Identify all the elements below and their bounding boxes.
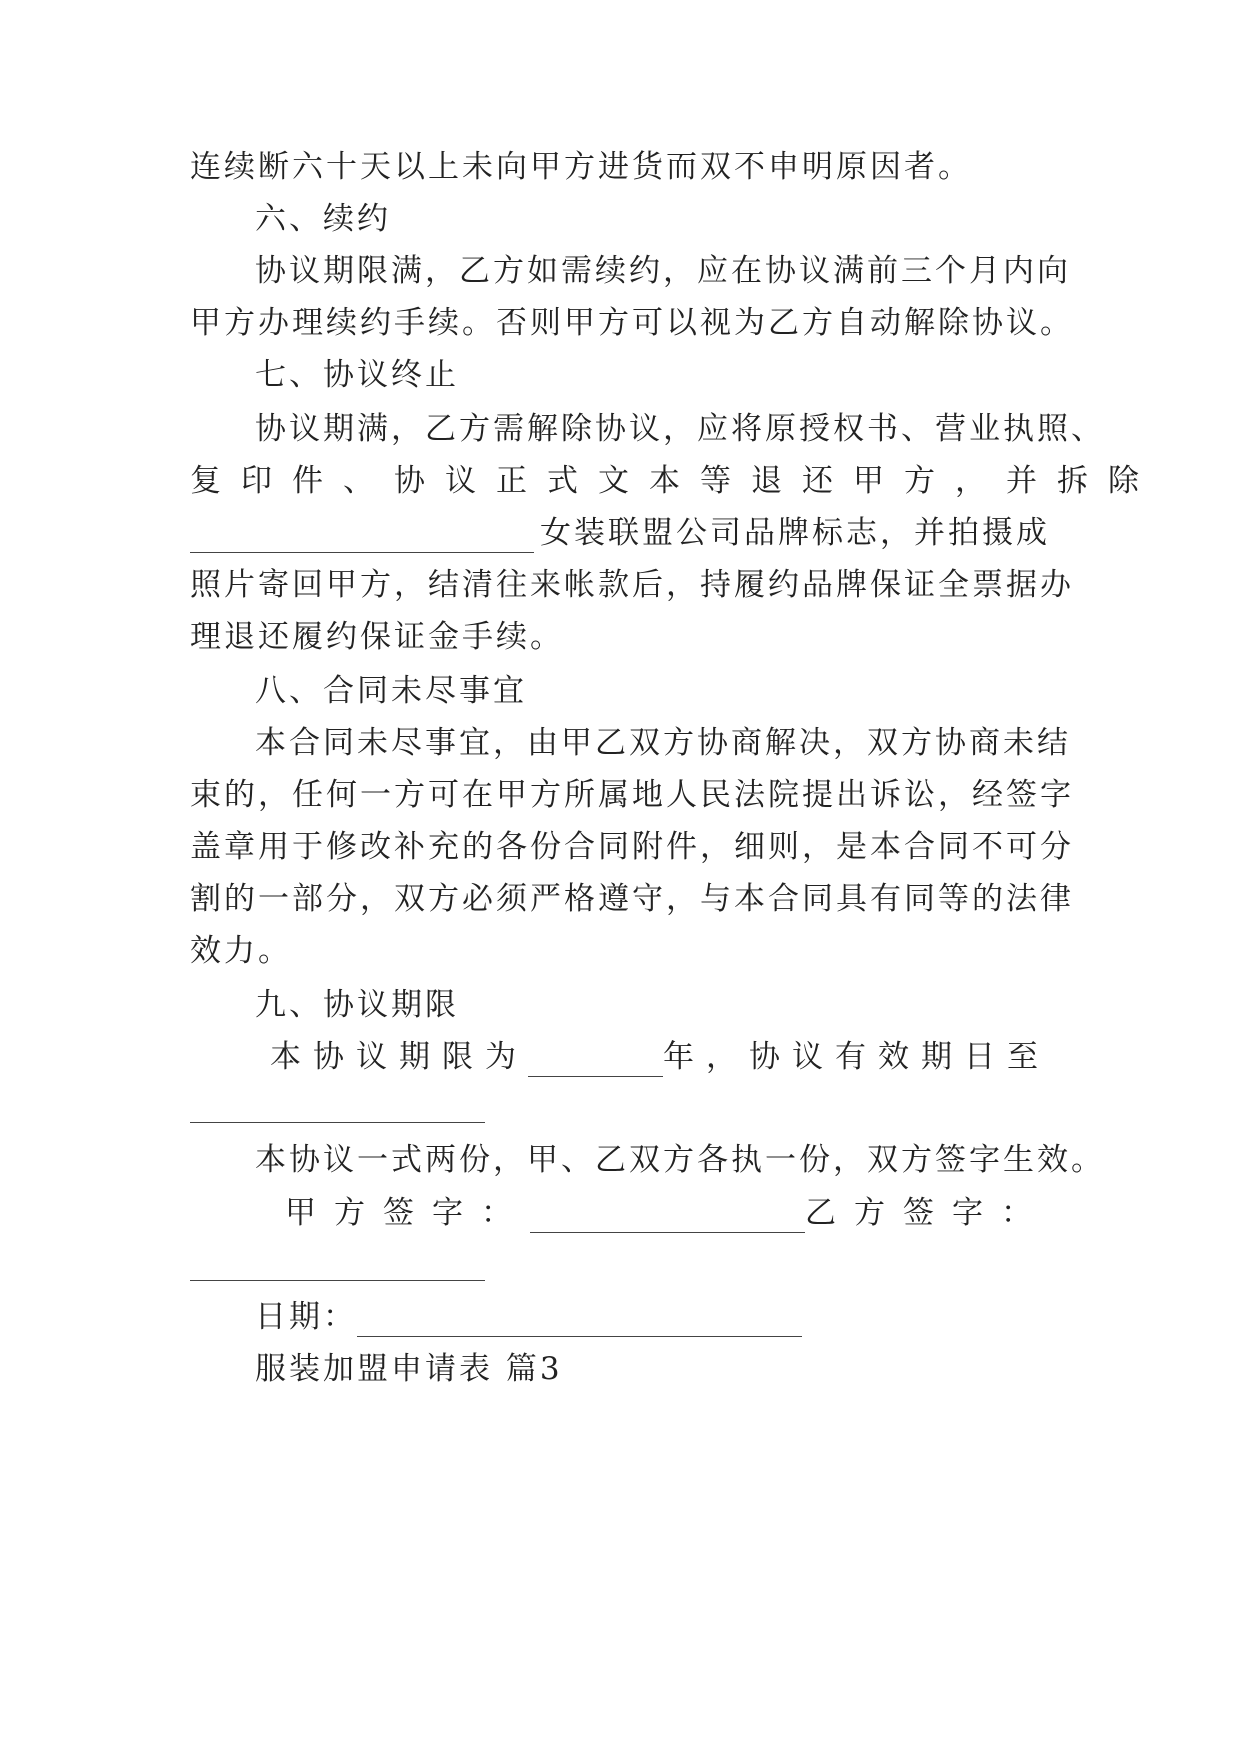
section-heading-term: 九、协议期限 [255, 987, 459, 1023]
paragraph-continuation: 连续断六十天以上未向甲方进货而双不申明原因者。 [190, 149, 972, 185]
paragraph-term-line-1 [270, 1037, 1050, 1077]
paragraph-misc-line-4: 割的一部分，双方必须严格遵守，与本合同具有同等的法律 [190, 881, 1074, 917]
paragraph-termination-line-3-text: 女装联盟公司品牌标志，并拍摄成 [540, 515, 1050, 551]
section-heading-renewal: 六、续约 [255, 201, 391, 237]
paragraph-misc-line-1: 本合同未尽事宜，由甲乙双方协商解决，双方协商未结 [255, 725, 1071, 761]
signature-line [285, 1193, 1050, 1233]
paragraph-misc-line-5: 效力。 [190, 933, 292, 969]
section-heading-termination: 七、协议终止 [255, 357, 459, 393]
brand-name-blank[interactable] [190, 522, 534, 553]
party-a-signature-label: 甲方签字： [285, 1195, 530, 1231]
date-blank[interactable] [357, 1306, 802, 1337]
paragraph-termination-line-3 [190, 513, 1050, 553]
term-end-date-blank[interactable] [190, 1122, 485, 1123]
party-b-signature-blank[interactable] [190, 1280, 485, 1281]
term-prefix-text: 本协议期限为 [270, 1039, 528, 1075]
date-label: 日期： [255, 1299, 357, 1335]
paragraph-termination-line-5: 理退还履约保证金手续。 [190, 619, 564, 655]
term-years-blank[interactable] [528, 1046, 663, 1077]
date-line [255, 1297, 855, 1337]
paragraph-termination-line-1: 协议期满，乙方需解除协议，应将原授权书、营业执照、 [255, 411, 1105, 447]
paragraph-copies: 本协议一式两份，甲、乙双方各执一份，双方签字生效。 [255, 1142, 1105, 1178]
party-a-signature-blank[interactable] [530, 1202, 805, 1233]
paragraph-termination-line-2: 复印件、协议正式文本等退还甲方，并拆除 [190, 463, 1159, 499]
paragraph-renewal-line-2: 甲方办理续约手续。否则甲方可以视为乙方自动解除协议。 [190, 305, 1074, 341]
paragraph-termination-line-4: 照片寄回甲方，结清往来帐款后，持履约品牌保证全票据办 [190, 567, 1074, 603]
paragraph-renewal-line-1: 协议期限满，乙方如需续约，应在协议满前三个月内向 [255, 253, 1071, 289]
next-section-title: 服装加盟申请表 篇3 [255, 1351, 563, 1387]
paragraph-misc-line-3: 盖章用于修改补充的各份合同附件，细则，是本合同不可分 [190, 829, 1074, 865]
paragraph-misc-line-2: 束的，任何一方可在甲方所属地人民法院提出诉讼，经签字 [190, 777, 1074, 813]
party-b-signature-label: 乙方签字： [805, 1195, 1050, 1231]
term-suffix-text: 年，协议有效期日至 [663, 1039, 1050, 1075]
section-heading-misc: 八、合同未尽事宜 [255, 673, 527, 709]
